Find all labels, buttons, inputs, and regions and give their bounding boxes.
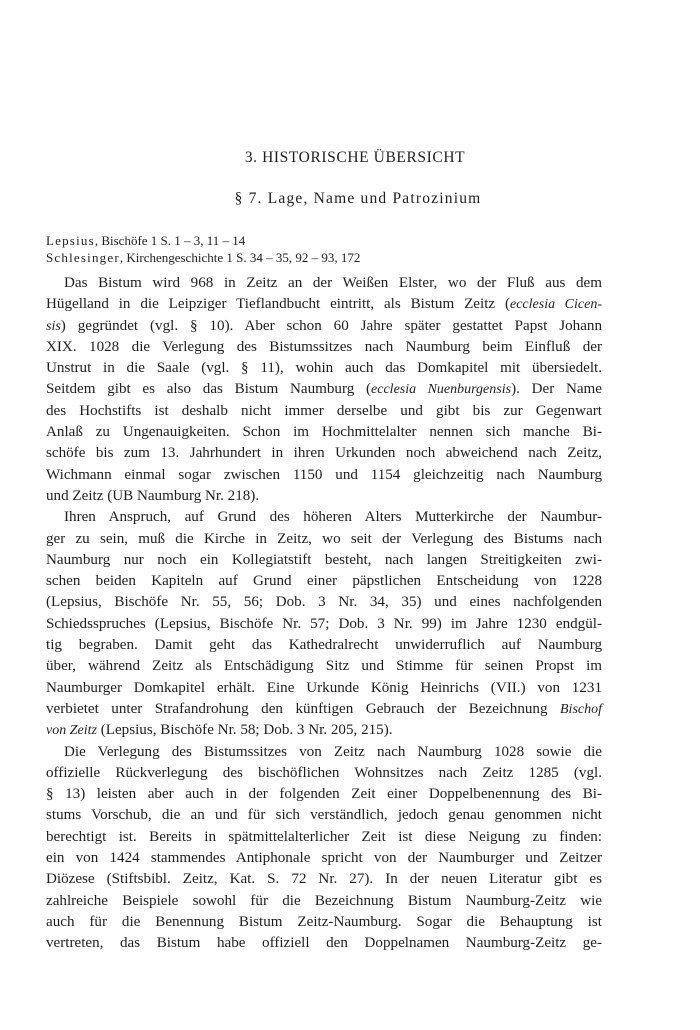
- text-line: [46, 869, 602, 890]
- text-run: auch für die Benennung Bistum Zeitz-Naumburg. Sogar die Behauptung ist: [46, 913, 602, 930]
- text-line: [46, 486, 602, 507]
- text-line: [46, 401, 602, 422]
- text-run: Die Verlegung des Bistumssitzes von Zeitz nach Naumburg 1028 sowie die: [64, 743, 602, 760]
- reference-detail: , Bischöfe 1 S. 1 – 3, 11 – 14: [94, 233, 246, 248]
- text-run: ). Der Name: [511, 381, 602, 398]
- text-run: Unstrut in die Saale (vgl. § 11), wohin auch das Domkapitel mit übersiedelt.: [46, 360, 602, 377]
- text-line: [46, 614, 602, 635]
- text-line: [46, 358, 602, 379]
- text-run: Ihren Anspruch, auf Grund des höheren Alters Mutterkirche der Naumbur-: [64, 509, 602, 526]
- text-line: [46, 678, 602, 699]
- text-run: Hügelland in die Leipziger Tieflandbucht eintritt, als Bistum Zeitz (: [46, 296, 510, 313]
- italic-term: Bischof: [560, 701, 602, 717]
- text-run: ein von 1424 stammendes Antiphonale spricht von der Naumburger und Zeitzer: [46, 850, 602, 867]
- text-line: [46, 550, 602, 571]
- text-line: [46, 848, 602, 869]
- text-run: Diözese (Stiftsbibl. Zeitz, Kat. S. 72 Nr. 27). In der neuen Literatur gibt es: [46, 871, 602, 888]
- text-line: [46, 784, 602, 805]
- text-line: [46, 933, 602, 954]
- text-run: über, während Zeitz als Entschädigung Sitz und Stimme für seinen Propst im: [46, 658, 602, 675]
- text-run: Naumburg nur noch ein Kollegiatstift besteht, nach langen Streitigkeiten zwi-: [46, 551, 602, 568]
- text-line: [46, 805, 602, 826]
- text-line: [46, 422, 602, 443]
- text-run: Schiedsspruches (Lepsius, Bischöfe Nr. 57; Dob. 3 Nr. 99) im Jahre 1230 endgül-: [46, 615, 602, 632]
- reference-author: Schlesinger: [46, 250, 120, 265]
- reference-line: [46, 249, 656, 266]
- text-run: berechtigt ist. Bereits in spätmittelalterlicher Zeit ist diese Neigung zu finden:: [46, 828, 602, 845]
- reference-list: [46, 232, 656, 266]
- text-line: [46, 891, 602, 912]
- text-line: [46, 699, 602, 720]
- text-run: (Lepsius, Bischöfe Nr. 55, 56; Dob. 3 Nr. 34, 35) und eines nachfolgenden: [46, 594, 602, 611]
- chapter-title: 3. HISTORISCHE ÜBERSICHT: [244, 149, 466, 166]
- text-line: [46, 529, 602, 550]
- text-line: [46, 465, 602, 486]
- section-title: § 7. Lage, Name und Patrozinium: [234, 190, 482, 207]
- body-text: [46, 273, 602, 955]
- text-line: [46, 294, 602, 315]
- italic-term: sis: [46, 318, 61, 334]
- reference-author: Lepsius: [46, 233, 95, 248]
- book-page: [46, 0, 656, 1030]
- text-run: und Zeitz (UB Naumburg Nr. 218).: [46, 487, 260, 504]
- text-line: [46, 827, 602, 848]
- text-run: tig begraben. Damit geht das Kathedralrecht unwiderruflich auf Naumburg: [46, 637, 602, 654]
- text-line: [46, 742, 602, 763]
- text-run: (Lepsius, Bischöfe Nr. 58; Dob. 3 Nr. 205, 215).: [96, 722, 393, 739]
- text-line: [46, 763, 602, 784]
- reference-detail: , Kirchengeschichte 1 S. 34 – 35, 92 – 93, 172: [119, 250, 361, 265]
- text-line: [46, 656, 602, 677]
- text-line: [46, 507, 602, 528]
- text-line: [46, 379, 602, 400]
- text-run: Wichmann einmal sogar zwischen 1150 und 1154 gleichzeitig nach Naumburg: [46, 466, 602, 483]
- text-run: offizielle Rückverlegung des bischöflichen Wohnsitzes nach Zeitz 1285 (vgl.: [46, 764, 602, 781]
- text-line: [46, 720, 602, 741]
- text-run: ger zu sein, muß die Kirche in Zeitz, wo seit der Verlegung des Bistums nach: [46, 530, 602, 547]
- text-run: stums Vorschub, die an und für sich verständlich, jedoch genau genommen nicht: [46, 807, 602, 824]
- text-line: [46, 912, 602, 933]
- text-run: schöfe bis zum 13. Jahrhundert in ihren Urkunden noch abweichend nach Zeitz,: [46, 445, 602, 462]
- italic-term: ecclesia Nuenburgensis: [371, 382, 512, 398]
- text-run: ) gegründet (vgl. § 10). Aber schon 60 Jahre später gestattet Papst Johann: [60, 317, 602, 334]
- text-line: [46, 316, 602, 337]
- text-run: Seitdem gibt es also das Bistum Naumburg (: [46, 381, 372, 398]
- text-run: § 13) leisten aber auch in der folgenden Zeit einer Doppelbenennung des Bi-: [46, 786, 602, 803]
- text-run: des Hochstifts ist deshalb nicht immer derselbe und gibt bis zur Gegenwart: [46, 402, 602, 419]
- text-line: [46, 571, 602, 592]
- text-line: [46, 635, 602, 656]
- text-line: [46, 337, 602, 358]
- text-run: zahlreiche Beispiele sowohl für die Bezeichnung Bistum Naumburg-Zeitz wie: [46, 892, 602, 909]
- text-run: verbietet unter Strafandrohung den künftigen Gebrauch der Bezeichnung: [46, 700, 560, 717]
- text-run: Das Bistum wird 968 in Zeitz an der Weißen Elster, wo der Fluß aus dem: [64, 275, 602, 291]
- text-run: Naumburger Domkapitel erhält. Eine Urkunde König Heinrichs (VII.) von 1231: [46, 679, 602, 696]
- text-line: [46, 443, 602, 464]
- italic-term: ecclesia Cicen-: [510, 297, 602, 313]
- text-run: schen beiden Kapiteln auf Grund einer päpstlichen Entscheidung von 1228: [46, 573, 602, 590]
- text-line: [46, 592, 602, 613]
- text-run: XIX. 1028 die Verlegung des Bistumssitzes nach Naumburg beim Einfluß der: [46, 338, 602, 355]
- reference-line: [46, 232, 656, 249]
- italic-term: von Zeitz: [46, 723, 97, 739]
- text-run: vertreten, das Bistum habe offiziell den Doppelnamen Naumburg-Zeitz ge-: [46, 935, 602, 952]
- text-line: [46, 273, 602, 294]
- text-run: Anlaß zu Ungenauigkeiten. Schon im Hochmittelalter nennen sich manche Bi-: [46, 424, 602, 441]
